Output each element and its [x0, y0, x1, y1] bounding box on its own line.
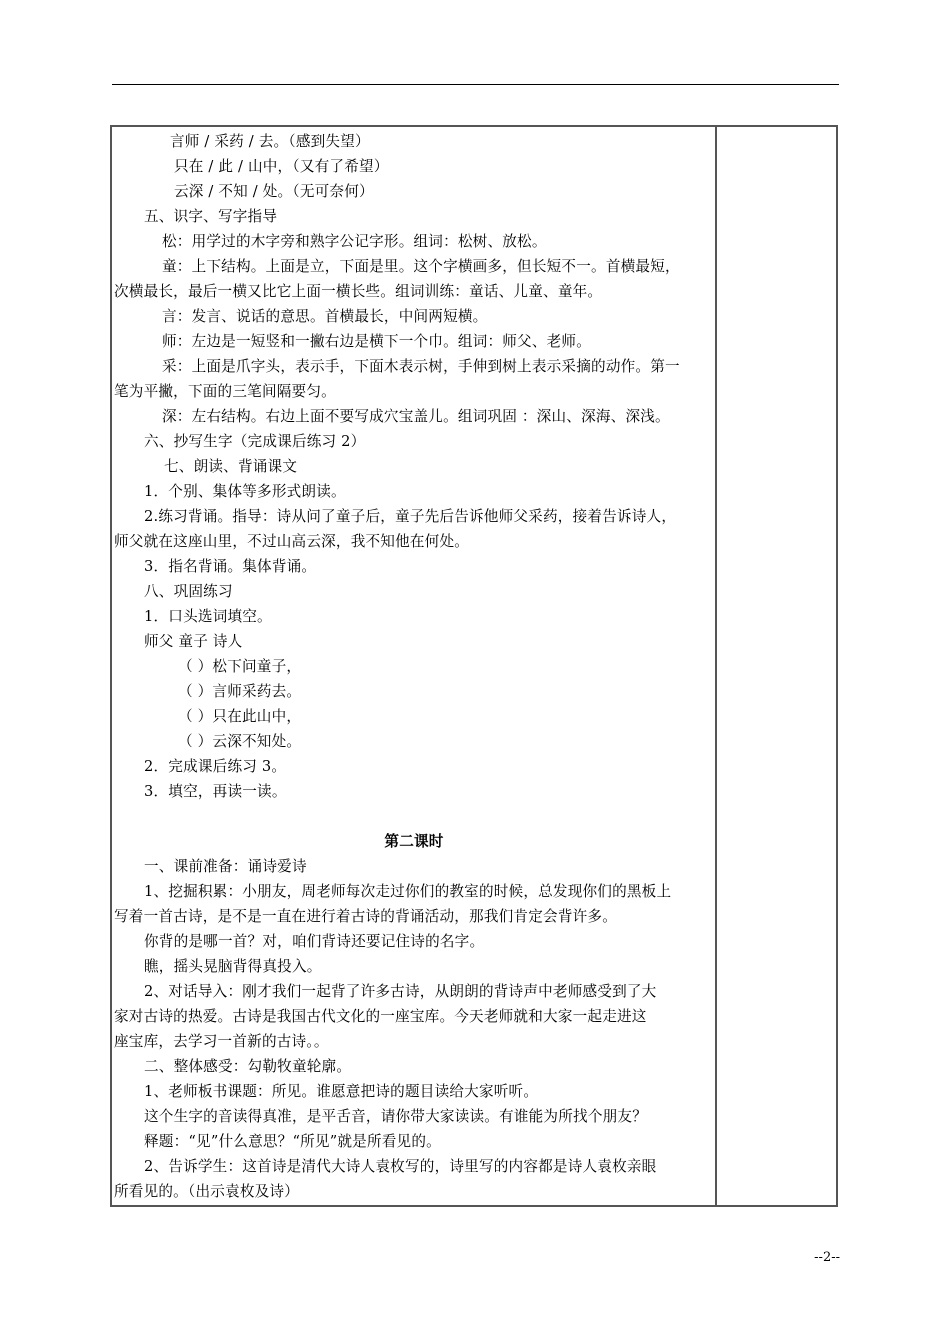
text-line: 童：上下结构。上面是立，下面是里。这个字横画多，但长短不一。首横最短，: [162, 258, 680, 275]
text-line: 2.练习背诵。指导：诗从问了童子后，童子先后告诉他师父采药，接着告诉诗人，: [144, 508, 677, 525]
section-heading: 第二课时: [384, 833, 444, 850]
text-line: 六、抄写生字（完成课后练习 2）: [144, 433, 366, 450]
text-line: 云深 / 不知 / 处。（无可奈何）: [174, 183, 374, 200]
text-line: （ ）云深不知处。: [178, 733, 302, 750]
text-line: 一、课前准备：诵诗爱诗: [144, 858, 307, 875]
text-line: （ ）言师采药去。: [178, 683, 302, 700]
text-line: 二、整体感受：勾勒牧童轮廓。: [144, 1058, 352, 1075]
header-rule: [112, 84, 839, 85]
text-line: 只在 / 此 / 山中，（又有了希望）: [174, 158, 389, 175]
text-line: 深：左右结构。右边上面不要写成穴宝盖儿。组词巩固 ：深山、深海、深浅。: [162, 408, 670, 425]
text-line: 师父 童子 诗人: [144, 633, 243, 650]
text-line: 五、识字、写字指导: [144, 208, 278, 225]
text-line: 2、对话导入：刚才我们一起背了许多古诗，从朗朗的背诗声中老师感受到了大: [144, 983, 657, 1000]
text-line: 松：用学过的木字旁和熟字公记字形。组词：松树、放松。: [162, 233, 547, 250]
text-line: 八、巩固练习: [144, 583, 233, 600]
text-line: 采：上面是爪字头，表示手，下面木表示树，手伸到树上表示采摘的动作。第一: [162, 358, 680, 375]
text-line: [114, 804, 714, 829]
text-line: 3．指名背诵。集体背诵。: [144, 558, 317, 575]
text-line: 3．填空，再读一读。: [144, 783, 287, 800]
text-line: 写着一首古诗，是不是一直在进行着古诗的背诵活动，那我们肯定会背许多。: [114, 908, 617, 925]
text-line: （ ）松下问童子，: [178, 658, 302, 675]
text-line: 这个生字的音读得真准，是平舌音，请你带大家读读。有谁能为所找个朋友？: [144, 1108, 647, 1125]
text-line: 瞧，摇头晃脑背得真投入。: [144, 958, 322, 975]
text-line: 言师 / 采药 / 去。（感到失望）: [170, 133, 370, 150]
text-line: 1．个别、集体等多形式朗读。: [144, 483, 346, 500]
text-line: 1、挖掘积累：小朋友，周老师每次走过你们的教室的时候，总发现你们的黑板上: [144, 883, 672, 900]
text-line: 1．口头选词填空。: [144, 608, 272, 625]
page-number: --2--: [814, 1250, 840, 1265]
text-line: 2、告诉学生：这首诗是清代大诗人袁枚写的，诗里写的内容都是诗人袁枚亲眼: [144, 1158, 657, 1175]
table-column-divider: [715, 127, 717, 1205]
text-line: 师父就在这座山里，不过山高云深，我不知他在何处。: [114, 533, 470, 550]
text-line: 七、朗读、背诵课文: [164, 458, 298, 475]
text-line: 家对古诗的热爱。古诗是我国古代文化的一座宝库。今天老师就和大家一起走进这: [114, 1008, 647, 1025]
text-line: 次横最长，最后一横又比它上面一横长些。组词训练：童话、儿童、童年。: [114, 283, 603, 300]
text-line: 2．完成课后练习 3。: [144, 758, 287, 775]
lesson-content: [114, 129, 714, 1204]
text-line: 释题：“见”什么意思？“所见”就是所看见的。: [144, 1133, 441, 1150]
text-line: 言：发言、说话的意思。首横最长，中间两短横。: [162, 308, 488, 325]
text-line: 所看见的。（出示袁枚及诗）: [114, 1183, 300, 1200]
text-line: 座宝库，去学习一首新的古诗。。: [114, 1033, 329, 1050]
text-line: 1、老师板书课题：所见。谁愿意把诗的题目读给大家听听。: [144, 1083, 539, 1100]
text-line: 师：左边是一短竖和一撇右边是横下一个巾。组词：师父、老师。: [162, 333, 592, 350]
text-line: （ ）只在此山中，: [178, 708, 302, 725]
text-line: 笔为平撇，下面的三笔间隔要匀。: [114, 383, 336, 400]
text-line: 你背的是哪一首？对，咱们背诗还要记住诗的名字。: [144, 933, 485, 950]
